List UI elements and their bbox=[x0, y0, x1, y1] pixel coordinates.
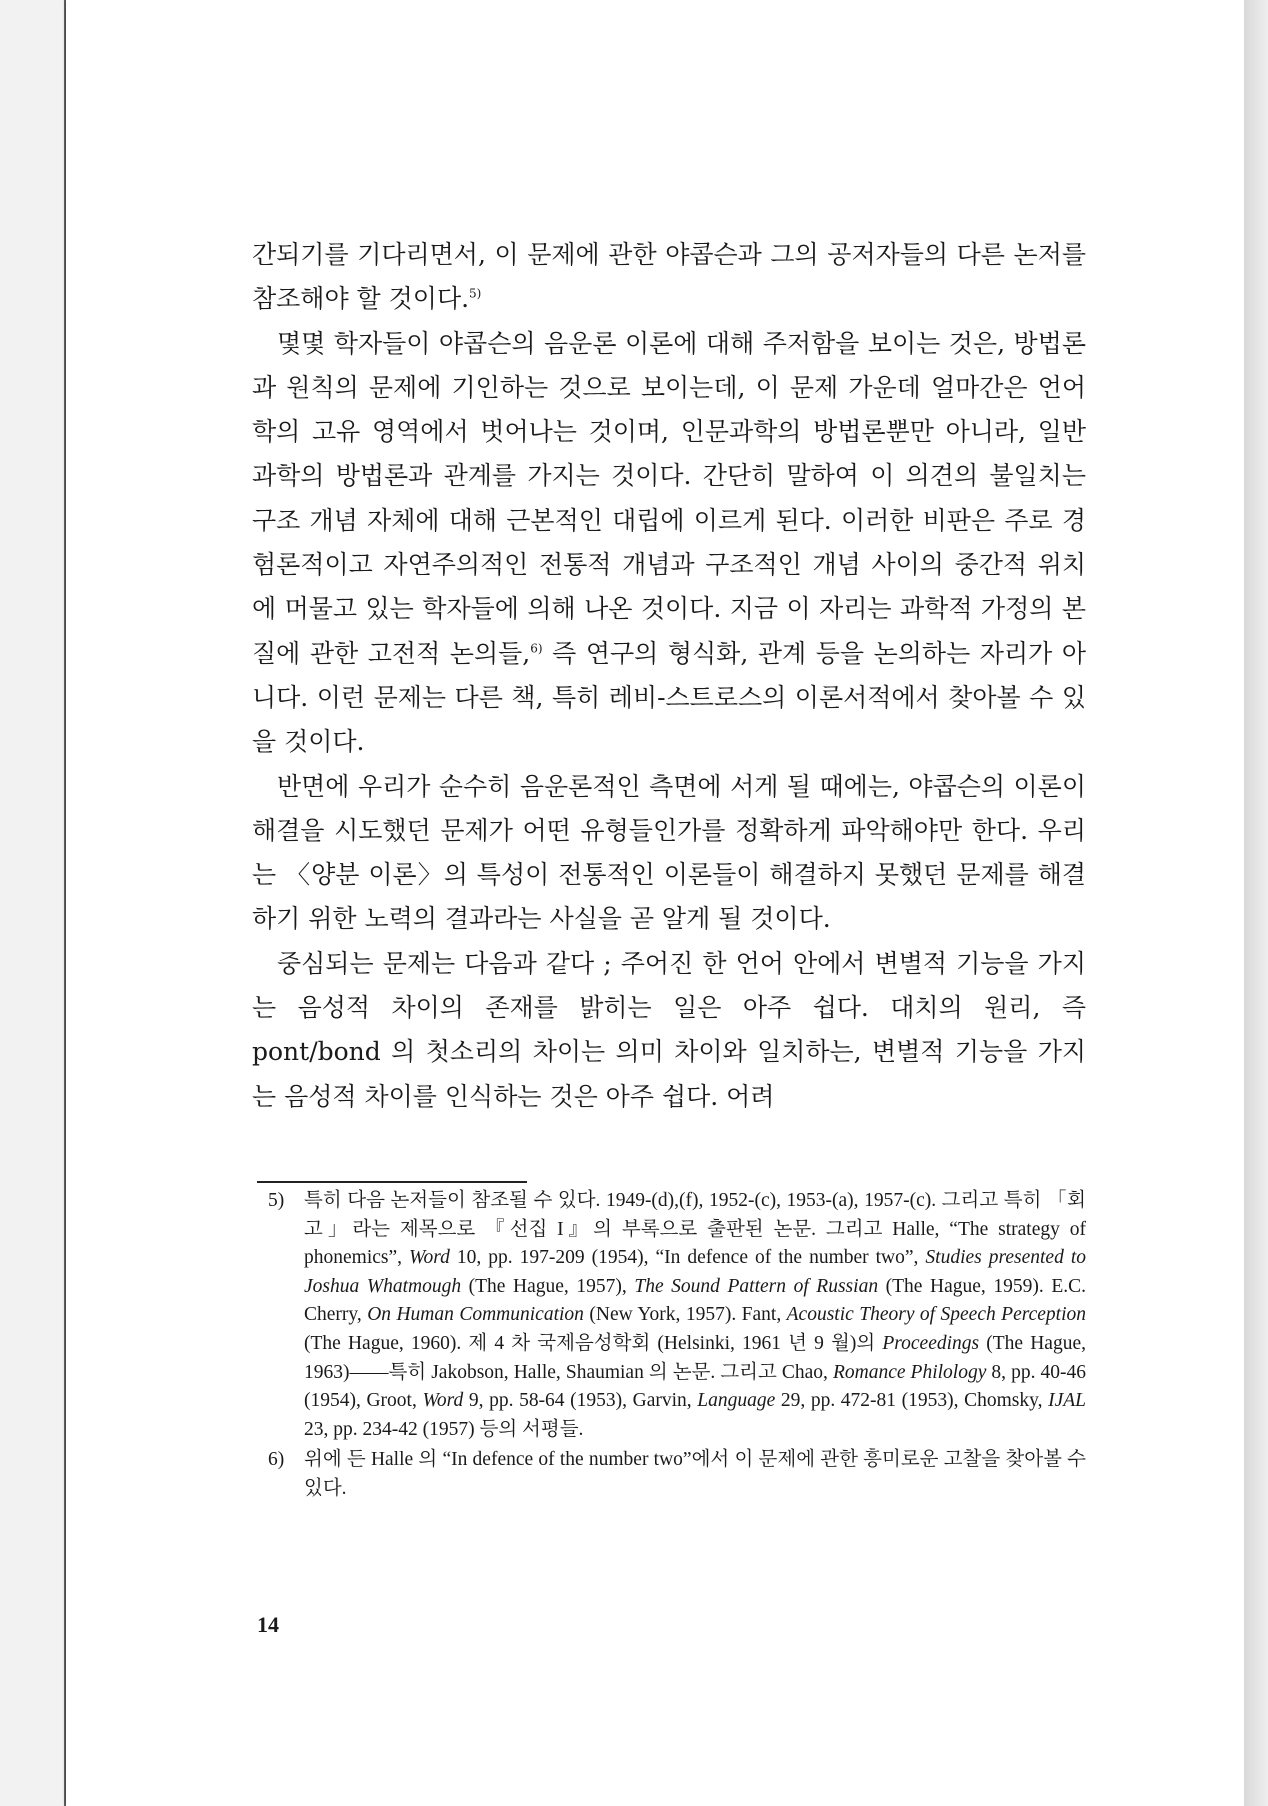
citation-title: Acoustic Theory of Speech Perception bbox=[786, 1304, 1087, 1326]
footnote-reference-5: 5) bbox=[469, 286, 482, 301]
paragraph-text: 반면에 우리가 순수히 음운론적인 측면에 서게 될 때에는, 야콥슨의 이론이 해결을 시도했던 문제가 어떤 유형들인가를 정확하게 파악해야만 한다. 우리는 〈양분 이론〉의 특성이 전통적인 이론들이 해결하지 못했던 문제를 해결하기 위한 노력의 결과라는 사실을 곧 알게 될 것이다. bbox=[252, 771, 1086, 934]
footnote-text: 10, pp. 197-209 (1954), “In defence of the number two”, bbox=[449, 1247, 926, 1269]
footnote-text: (The Hague, 1960). 제 4 차 국제음성학회 (Helsinki, 1961 년 9 월)의 bbox=[304, 1332, 883, 1354]
paragraph-text: 중심되는 문제는 다음과 같다 ; 주어진 한 언어 안에서 변별적 기능을 가지는 음성적 차이의 존재를 밝히는 일은 아주 쉽다. 대치의 원리, 즉 pont/bond 의 첫소리의 차이는 의미 차이와 일치하는, 변별적 기능을 가지는 음성적 차이를 인식하는 것은 아주 쉽다. 어려 bbox=[252, 948, 1086, 1111]
citation-title: IJAL bbox=[1048, 1390, 1086, 1412]
citation-title: Studies presented to Joshua Whatmough bbox=[304, 1247, 1087, 1297]
citation-title: The Sound Pattern of Russian bbox=[634, 1275, 879, 1297]
body-paragraph-4 bbox=[252, 942, 1086, 1119]
footnotes bbox=[268, 1187, 1086, 1506]
viewer-gutter bbox=[1244, 0, 1268, 1806]
footnote-text: (The Hague, 1959). E.C. Cherry, bbox=[304, 1275, 1086, 1326]
body-paragraph-3 bbox=[252, 765, 1086, 942]
footnote-6 bbox=[268, 1446, 1086, 1503]
body-paragraph-1 bbox=[252, 233, 1086, 322]
citation-title: Word bbox=[409, 1247, 450, 1269]
footnote-reference-6: 6) bbox=[530, 641, 543, 656]
citation-title: On Human Communication bbox=[367, 1304, 584, 1326]
footnote-text: 위에 든 Halle 의 “In defence of the number two”에서 이 문제에 관한 흥미로운 고찰을 찾아볼 수 있다. bbox=[304, 1449, 1086, 1499]
footnote-number: 6) bbox=[268, 1449, 285, 1471]
main-text bbox=[252, 233, 1086, 1119]
citation-title: Word bbox=[422, 1390, 464, 1412]
footnote-text: 9, pp. 58-64 (1953), Garvin, bbox=[463, 1390, 698, 1412]
paragraph-text: 몇몇 학자들이 야콥슨의 음운론 이론에 대해 주저함을 보이는 것은, 방법론과 원칙의 문제에 기인하는 것으로 보이는데, 이 문제 가운데 얼마간은 언어학의 고유 영역에서 벗어나는 것이며, 인문과학의 방법론뿐만 아니라, 일반 과학의 방법론과 관계를 가지는 것이다. 간단히 말하여 이 의견의 불일치는 구조 개념 자체에 대해 근본적인 대립에 이르게 된다. 이러한 비판은 주로 경험론적이고 자연주의적인 전통적 개념과 구조적인 개념 사이의 중간적 위치에 머물고 있는 학자들에 의해 나온 것이다. 지금 이 자리는 과학적 가정의 본질에 관한 고전적 논의들, bbox=[252, 328, 1086, 668]
citation-title: Romance Philology bbox=[832, 1361, 987, 1383]
footnote-text: 8, pp. 40-46 (1954), Groot, bbox=[304, 1361, 1087, 1412]
footnote-5 bbox=[268, 1187, 1086, 1444]
footnote-divider bbox=[257, 1181, 527, 1183]
footnote-body bbox=[304, 1190, 1086, 1440]
citation-title: Language bbox=[697, 1390, 776, 1412]
body-paragraph-2 bbox=[252, 322, 1086, 765]
footnote-number: 5) bbox=[268, 1190, 285, 1211]
page-number: 14 bbox=[257, 1612, 279, 1637]
paragraph-text: 간되기를 기다리면서, 이 문제에 관한 야콥슨과 그의 공저자들의 다른 논저를 참조해야 할 것이다. bbox=[252, 240, 1086, 314]
paragraph-text-continued: 즉 연구의 형식화, 관계 등을 논의하는 자리가 아니다. 이런 문제는 다른 책, 특히 레비-스트로스의 이론서적에서 찾아볼 수 있을 것이다. bbox=[252, 638, 1086, 757]
footnote-text: 23, pp. 234-42 (1957) 등의 서평들. bbox=[304, 1418, 584, 1440]
footnote-text: (New York, 1957). Fant, bbox=[583, 1304, 787, 1326]
footnote-text: (The Hague, 1957), bbox=[461, 1275, 635, 1297]
footnote-text: (The Hague, 1963)——특히 Jakobson, Halle, Shaumian 의 논문. 그리고 Chao, bbox=[304, 1332, 1086, 1383]
citation-title: Proceedings bbox=[882, 1332, 980, 1354]
footnote-text: 특히 다음 논저들이 참조될 수 있다. 1949-(d),(f), 1952-(c), 1953-(a), 1957-(c). 그리고 특히 「회고」라는 제목으로 『선집 I』의 부록으로 출판된 논문. 그리고 Halle, “The strategy of phonemics”, bbox=[304, 1190, 1086, 1269]
footnote-text: 29, pp. 472-81 (1953), Chomsky, bbox=[775, 1390, 1049, 1412]
footnote-body bbox=[304, 1449, 1086, 1499]
